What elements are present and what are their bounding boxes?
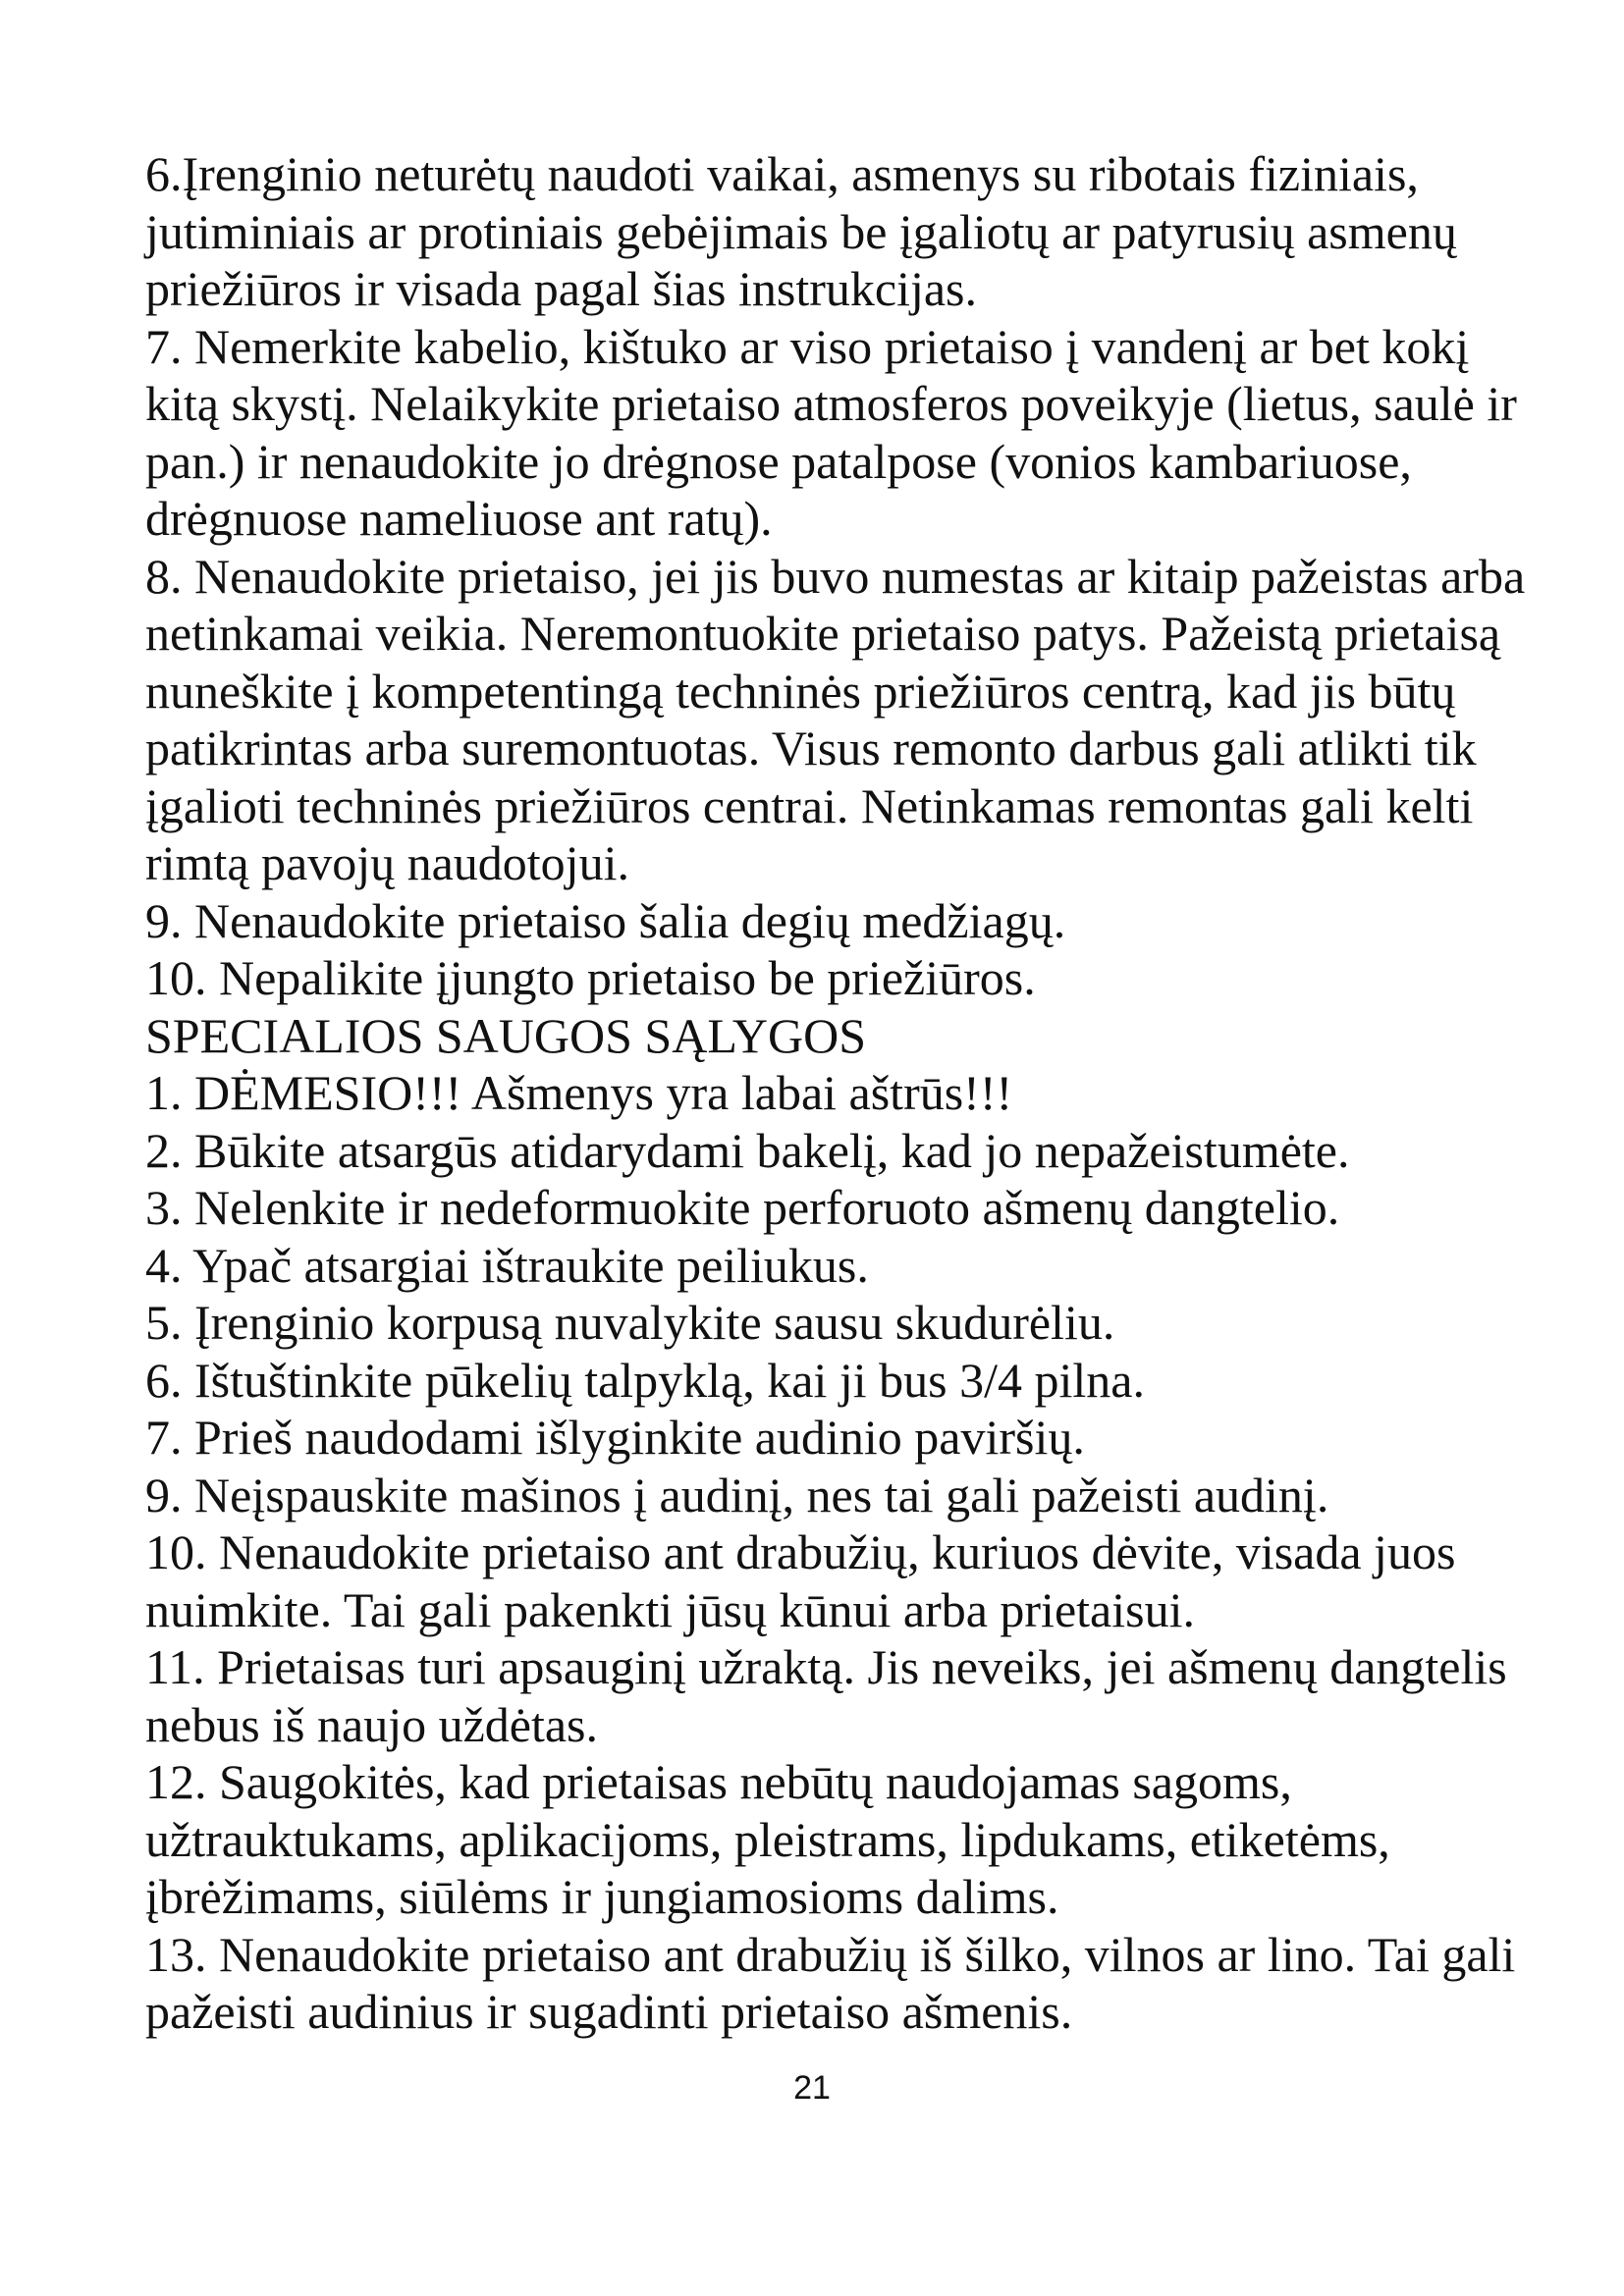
special-instruction-item: 9. Neįspauskite mašinos į audinį, nes tai gali pažeisti audinį.: [145, 1467, 1329, 1522]
special-instruction-item: 5. Įrenginio korpusą nuvalykite sausu skudurėliu.: [145, 1295, 1115, 1350]
instruction-item: 9. Nenaudokite prietaiso šalia degių medžiagų.: [145, 892, 1066, 948]
special-instruction-item: 1. DĖMESIO!!! Ašmenys yra labai aštrūs!!!: [145, 1065, 1013, 1120]
instruction-item: 8. Nenaudokite prietaiso, jei jis buvo numestas ar kitaip pažeistas arba netinkamai veikia. Neremontuokite prietaiso patys. Pažeistą prietaisą nuneškite į kompetentingą techninės priežiūros centrą, kad jis būtų patikrintas arba suremontuotas. Visus remonto darbus gali atlikti tik įgalioti techninės priežiūros centrai. Netinkamas remontas gali kelti rimtą pavojų naudotojui.: [145, 548, 1526, 890]
page-number: 21: [793, 2069, 831, 2107]
document-body: [145, 145, 1540, 2041]
special-instruction-item: 2. Būkite atsargūs atidarydami bakelį, kad jo nepažeistumėte.: [145, 1122, 1350, 1178]
special-instruction-item: 12. Saugokitės, kad prietaisas nebūtų naudojamas sagoms, užtrauktukams, aplikacijoms, pleistrams, lipdukams, etiketėms, įbrėžimams, siūlėms ir jungiamosioms dalims.: [145, 1754, 1390, 1924]
special-instruction-item: 3. Nelenkite ir nedeformuokite perforuoto ašmenų dangtelio.: [145, 1180, 1340, 1235]
special-instruction-item: 10. Nenaudokite prietaiso ant drabužių, kuriuos dėvite, visada juos nuimkite. Tai gali pakenkti jūsų kūnui arba prietaisui.: [145, 1524, 1456, 1637]
special-instruction-item: 6. Ištuštinkite pūkelių talpyklą, kai ji bus 3/4 pilna.: [145, 1352, 1145, 1408]
instruction-item: 6.Įrenginio neturėtų naudoti vaikai, asmenys su ribotais fiziniais, jutiminiais ar protiniais gebėjimais be įgaliotų ar patyrusių asmenų priežiūros ir visada pagal šias instrukcijas.: [145, 146, 1457, 316]
instruction-item: 7. Nemerkite kabelio, kištuko ar viso prietaiso į vandenį ar bet kokį kitą skystį. Nelaikykite prietaiso atmosferos poveikyje (lietus, saulė ir pan.) ir nenaudokite jo drėgnose patalpose (vonios kambariuose, drėgnuose nameliuose ant ratų).: [145, 318, 1517, 546]
special-instruction-item: 13. Nenaudokite prietaiso ant drabužių iš šilko, vilnos ar lino. Tai gali pažeisti audinius ir sugadinti prietaiso ašmenis.: [145, 1926, 1516, 2039]
special-safety-heading: SPECIALIOS SAUGOS SĄLYGOS: [145, 1007, 867, 1063]
instruction-item: 10. Nepalikite įjungto prietaiso be priežiūros.: [145, 950, 1036, 1005]
special-instruction-item: 11. Prietaisas turi apsauginį užraktą. Jis neveiks, jei ašmenų dangtelis nebus iš naujo uždėtas.: [145, 1639, 1507, 1752]
special-instruction-item: 4. Ypač atsargiai ištraukite peiliukus.: [145, 1237, 869, 1293]
special-instruction-item: 7. Prieš naudodami išlyginkite audinio paviršių.: [145, 1410, 1085, 1465]
